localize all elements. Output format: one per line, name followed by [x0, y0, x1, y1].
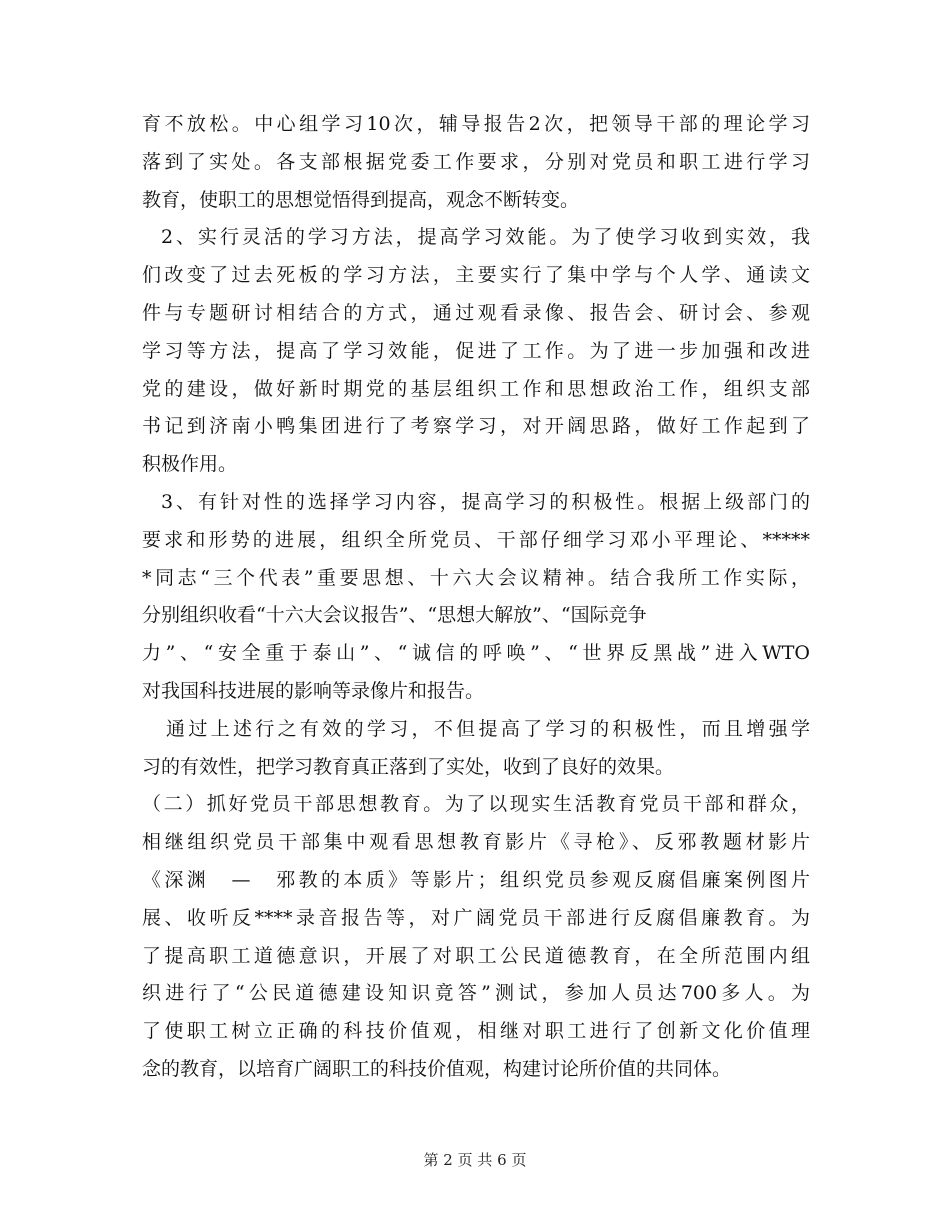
text-line: 们改变了过去死板的学习方法，主要实行了集中学与个人学、通读文 — [142, 264, 810, 287]
text-line: 通过上述行之有效的学习，不但提高了学习的积极性，而且增强学 — [166, 717, 810, 740]
text-line: （二）抓好党员干部思想教育。为了以现实生活教育党员干部和群众， — [142, 793, 810, 816]
text-line: 分别组织收看“十六大会议报告”、“思想大解放”、“国际竞争 — [142, 604, 647, 627]
text-line: 落到了实处。各支部根据党委工作要求，分别对党员和职工进行学习 — [142, 150, 810, 173]
text-line: 念的教育，以培育广阔职工的科技价值观，构建讨论所价值的共同体。 — [142, 1057, 732, 1080]
text-line: 习的有效性，把学习教育真正落到了实处，收到了良好的效果。 — [142, 755, 675, 778]
text-line: 展、收听反****录音报告等，对广阔党员干部进行反腐倡廉教育。为 — [142, 906, 810, 929]
text-line: *同志“三个代表”重要思想、十六大会议精神。结合我所工作实际， — [142, 566, 810, 589]
page-number-footer: 第 2 页 共 6 页 — [423, 1151, 527, 1169]
text-line: 力”、“安全重于泰山”、“诚信的呼唤”、“世界反黑战”进入WTO — [142, 642, 810, 665]
text-line: 对我国科技进展的影响等录像片和报告。 — [142, 679, 485, 702]
text-line: 了使职工树立正确的科技价值观，相继对职工进行了创新文化价值理 — [142, 1020, 810, 1043]
text-line: 教育，使职工的思想觉悟得到提高，观念不断转变。 — [142, 188, 580, 211]
text-line: 党的建设，做好新时期党的基层组织工作和思想政治工作，组织支部 — [142, 377, 810, 400]
text-line: 了提高职工道德意识，开展了对职工公民道德教育，在全所范围内组 — [142, 944, 810, 967]
text-line: 书记到济南小鸭集团进行了考察学习，对开阔思路，做好工作起到了 — [142, 415, 810, 438]
text-line: 《深渊 — 邪教的本质》等影片；组织党员参观反腐倡廉案例图片 — [142, 868, 810, 891]
text-line: 学习等方法，提高了学习效能，促进了工作。为了进一步加强和改进 — [142, 339, 810, 362]
text-line: 相继组织党员干部集中观看思想教育影片《寻枪》、反邪教题材影片 — [142, 831, 810, 854]
text-line: 育不放松。中心组学习10次，辅导报告2次，把领导干部的理论学习 — [142, 113, 810, 135]
document-body — [142, 106, 810, 1089]
text-line: 3、有针对性的选择学习内容，提高学习的积极性。根据上级部门的 — [161, 490, 810, 513]
text-line: 2、实行灵活的学习方法，提高学习效能。为了使学习收到实效，我 — [161, 226, 810, 249]
text-line: 要求和形势的进展，组织全所党员、干部仔细学习邓小平理论、***** — [142, 528, 810, 551]
text-line: 积极作用。 — [142, 453, 238, 476]
text-line: 件与专题研讨相结合的方式，通过观看录像、报告会、研讨会、参观 — [142, 301, 810, 324]
text-line: 织进行了“公民道德建设知识竟答”测试，参加人员达700多人。为 — [142, 982, 810, 1005]
